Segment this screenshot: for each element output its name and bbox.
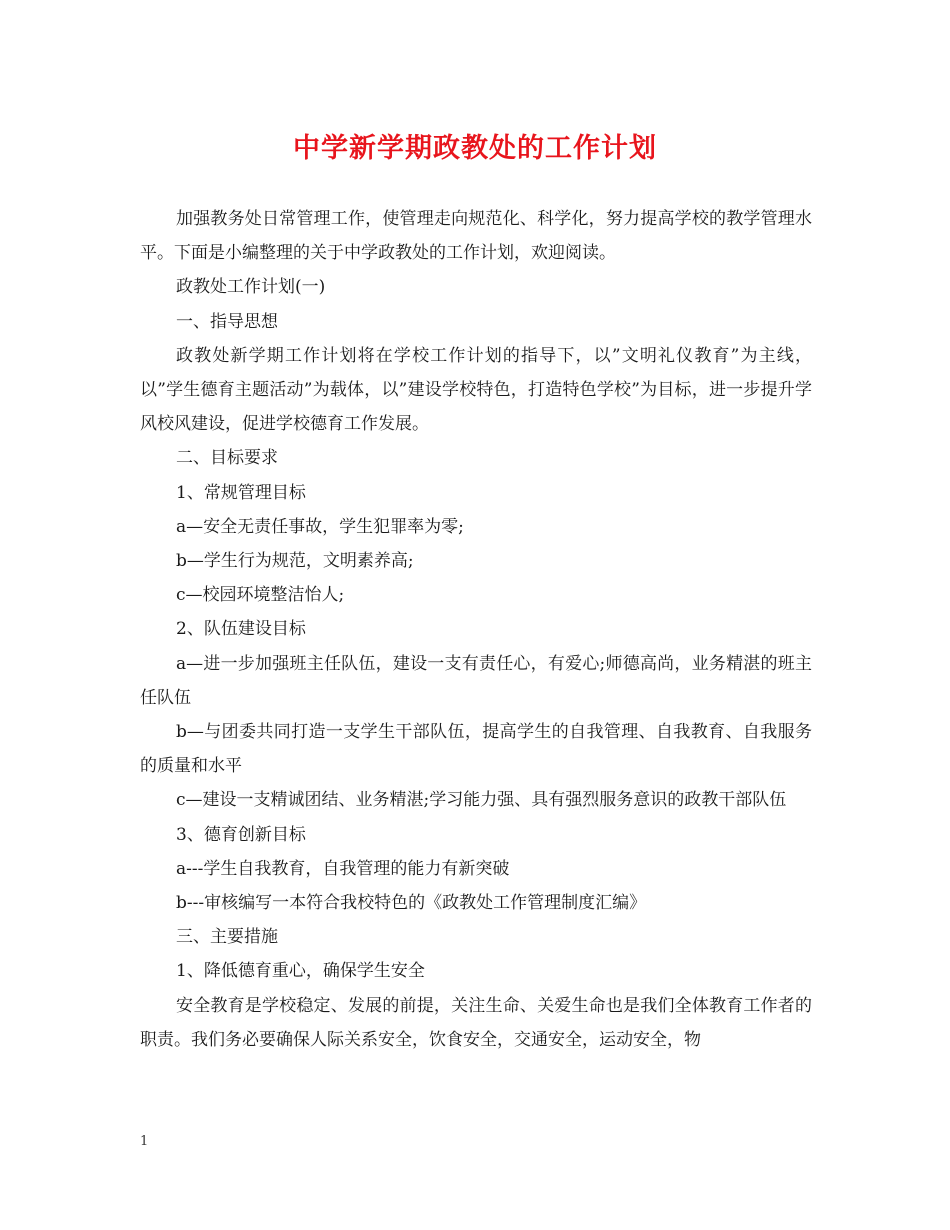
section-heading-goals: 二、目标要求 bbox=[176, 448, 278, 469]
list-item: a—进一步加强班主任队伍，建设一支有责任心，有爱心;师德高尚，业务精湛的班主任队伍 bbox=[140, 653, 812, 708]
page-number: 1 bbox=[140, 1134, 149, 1149]
subheading-safety: 1、降低德育重心，确保学生安全 bbox=[176, 961, 425, 982]
section-heading-measures: 三、主要措施 bbox=[176, 927, 278, 948]
document-title: 中学新学期政教处的工作计划 bbox=[293, 133, 657, 164]
section-heading-plan-one: 政教处工作计划(一) bbox=[176, 277, 326, 298]
list-item: c—校园环境整洁怡人; bbox=[176, 585, 345, 606]
list-item: b—与团委共同打造一支学生干部队伍，提高学生的自我管理、自我教育、自我服务的质量和水平 bbox=[140, 722, 812, 777]
paragraph-intro: 加强教务处日常管理工作，使管理走向规范化、科学化，努力提高学校的教学管理水平。下面是小编整理的关于中学政教处的工作计划，欢迎阅读。 bbox=[140, 209, 812, 264]
section-heading-guiding-thought: 一、指导思想 bbox=[176, 311, 278, 332]
subheading-routine-management: 1、常规管理目标 bbox=[176, 482, 306, 503]
list-item: a—安全无责任事故，学生犯罪率为零; bbox=[176, 516, 464, 537]
list-item: a---学生自我教育，自我管理的能力有新突破 bbox=[176, 858, 510, 879]
subheading-moral-innovation: 3、德育创新目标 bbox=[176, 824, 306, 845]
paragraph-safety: 安全教育是学校稳定、发展的前提，关注生命、关爱生命也是我们全体教育工作者的职责。我们务必要确保人际关系安全，饮食安全，交通安全，运动安全，物 bbox=[140, 995, 812, 1050]
list-item: b—学生行为规范，文明素养高; bbox=[176, 551, 414, 572]
paragraph-guiding-thought: 政教处新学期工作计划将在学校工作计划的指导下，以”文明礼仪教育”为主线，以”学生德育主题活动”为载体，以”建设学校特色，打造特色学校”为目标，进一步提升学风校风建设，促进学校德育工作发展。 bbox=[140, 345, 812, 435]
document-body bbox=[140, 202, 812, 1057]
list-item: b---审核编写一本符合我校特色的《政教处工作管理制度汇编》 bbox=[176, 893, 647, 914]
list-item: c—建设一支精诚团结、业务精湛;学习能力强、具有强烈服务意识的政教干部队伍 bbox=[176, 790, 787, 811]
subheading-team-building: 2、队伍建设目标 bbox=[176, 619, 306, 640]
